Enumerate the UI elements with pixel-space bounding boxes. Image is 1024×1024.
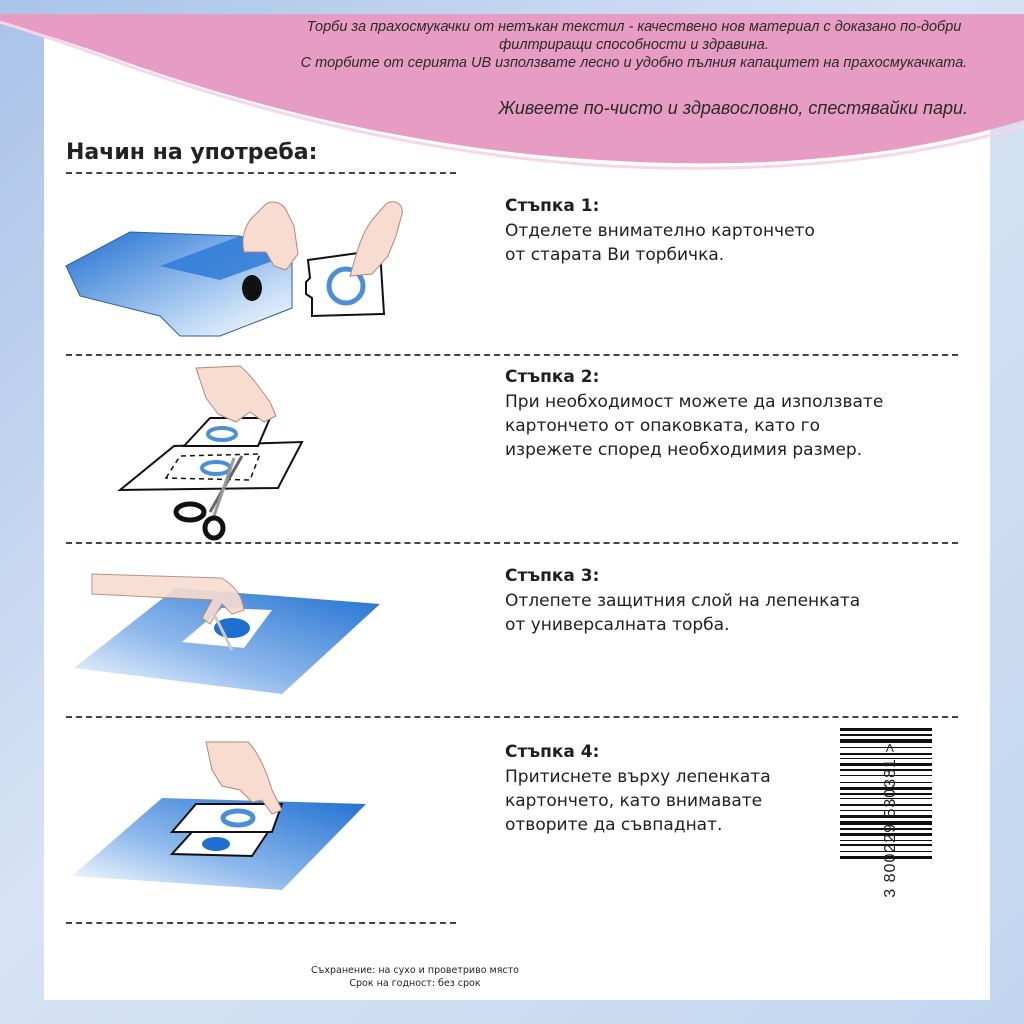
slogan: Живеете по-чисто и здравословно, спестявайки пари. (498, 98, 968, 118)
page-title: Начин на употреба: (66, 140, 318, 165)
barcode-number: 3 800229 530381 > (882, 742, 899, 898)
banner-line-2: филтриращи способности и здравина. (499, 37, 769, 53)
divider (66, 922, 456, 924)
step-2-illustration (110, 362, 310, 542)
divider (66, 354, 958, 356)
cardboard-collar-icon (184, 418, 270, 446)
banner-description (264, 18, 1004, 72)
step-2-text (505, 390, 965, 462)
cardboard-sheet-icon (120, 442, 302, 490)
step-3-line-2: от универсалната торба. (505, 615, 730, 635)
step-1-illustration (60, 196, 460, 346)
shelf-life-note: Срок на годност: без срок (349, 978, 481, 989)
divider (66, 172, 456, 174)
banner-line-1: Торби за прахосмукачки от нетъкан текстил - качествено нов материал с доказано по-добри (306, 19, 962, 35)
hand-icon (350, 202, 402, 276)
step-3-illustration (72, 564, 392, 704)
step-1-line-1: Отделете внимателно картончето (505, 221, 815, 241)
banner-line-3: С торбите от серията UB използвате лесно и удобно пълния капацитет на прахосмукачката. (300, 55, 968, 71)
step-3-text (505, 589, 965, 637)
step-4-line-2: картончето, като внимавате (505, 791, 763, 811)
step-4-line-1: Притиснете върху лепенката (505, 767, 771, 787)
step-2-title: Стъпка 2: (505, 367, 600, 387)
step-4-illustration (72, 740, 382, 900)
step-1-text (505, 219, 965, 267)
step-3-title: Стъпка 3: (505, 566, 600, 586)
step-1-title: Стъпка 1: (505, 196, 600, 216)
footer (0, 964, 830, 990)
step-4-title: Стъпка 4: (505, 742, 600, 762)
step-2-line-1: При необходимост можете да използвате (505, 392, 884, 412)
divider (66, 542, 958, 544)
step-1-line-2: от старата Ви торбичка. (505, 245, 725, 265)
step-2-line-3: изрежете според необходимия размер. (505, 440, 863, 460)
step-2-line-2: картончето от опаковката, като го (505, 416, 820, 436)
step-4-line-3: отворите да съвпаднат. (505, 815, 723, 835)
step-3-line-1: Отлепете защитния слой на лепенката (505, 591, 861, 611)
storage-note: Съхранение: на сухо и проветриво място (311, 965, 519, 976)
divider (66, 716, 958, 718)
hand-icon (196, 366, 276, 422)
